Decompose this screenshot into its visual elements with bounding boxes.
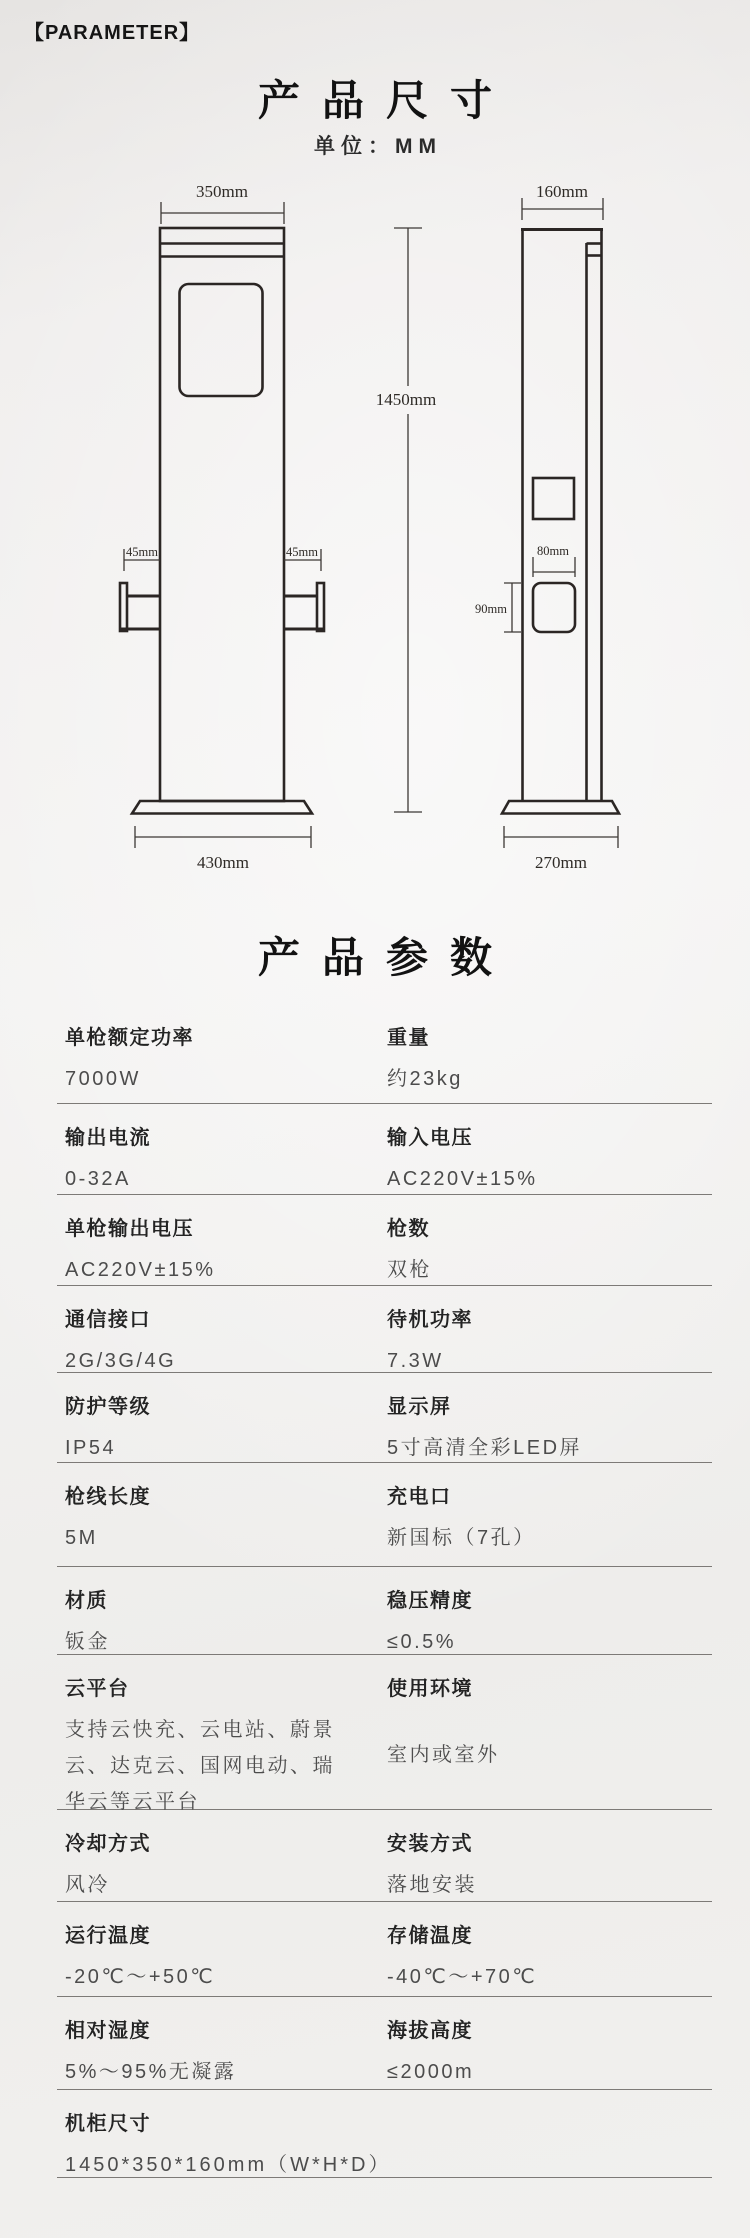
socket-height-dimension <box>475 583 521 632</box>
spec-label: 输入电压 <box>387 1127 473 1149</box>
spec-value: 5%～95%无凝露 <box>65 2061 237 2083</box>
spec-row-power <box>57 1004 712 1104</box>
socket-width-dimension <box>533 544 575 577</box>
side-view-drawing <box>475 182 619 872</box>
spec-label: 输出电流 <box>65 1127 151 1149</box>
spec-label: 稳压精度 <box>387 1590 473 1612</box>
side-depth-dim-label: 160mm <box>536 182 588 201</box>
spec-value: 5M <box>65 1527 98 1549</box>
front-base-dimension <box>135 826 311 872</box>
spec-table <box>57 1004 712 2178</box>
spec-value: ≤0.5% <box>387 1631 457 1653</box>
hook-right-dim-label: 45mm <box>286 545 318 559</box>
spec-value: 1450*350*160mm（W*H*D） <box>65 2154 392 2176</box>
spec-value: 室内或室外 <box>387 1744 500 1766</box>
hook-right-dimension <box>284 545 321 571</box>
spec-value: 2G/3G/4G <box>65 1350 177 1372</box>
spec-row-material <box>57 1567 712 1655</box>
spec-label: 使用环境 <box>387 1678 473 1700</box>
spec-label: 防护等级 <box>65 1396 151 1418</box>
spec-label: 充电口 <box>387 1486 452 1508</box>
spec-label: 通信接口 <box>65 1309 151 1331</box>
height-dimension <box>376 228 436 812</box>
spec-value: AC220V±15% <box>387 1168 538 1190</box>
spec-label: 枪线长度 <box>65 1486 151 1508</box>
spec-row-cabinet-size <box>57 2090 712 2178</box>
spec-row-cooling <box>57 1810 712 1902</box>
spec-value: 支持云快充、云电站、蔚景云、达克云、国网电动、瑞华云等云平台 <box>65 1719 335 1813</box>
front-base <box>132 801 312 814</box>
spec-value: 新国标（7孔） <box>387 1527 536 1549</box>
spec-label: 机柜尺寸 <box>65 2113 151 2135</box>
side-gun-socket <box>533 583 575 632</box>
spec-value: 7000W <box>65 1068 141 1090</box>
spec-label: 安装方式 <box>387 1833 473 1855</box>
parameter-section-tag: 【PARAMETER】 <box>24 22 201 44</box>
spec-label: 待机功率 <box>387 1309 473 1331</box>
spec-value: -40℃～+70℃ <box>387 1966 538 1988</box>
spec-label: 云平台 <box>65 1678 130 1700</box>
spec-value: ≤2000m <box>387 2061 475 2083</box>
spec-value: IP54 <box>65 1437 117 1459</box>
spec-label: 枪数 <box>387 1218 430 1240</box>
spec-label: 存储温度 <box>387 1925 473 1947</box>
spec-value: 约23kg <box>387 1068 463 1090</box>
height-dim-label: 1450mm <box>375 390 437 409</box>
spec-row-humidity <box>57 1997 712 2090</box>
spec-value: AC220V±15% <box>65 1259 216 1281</box>
spec-value: 5寸高清全彩LED屏 <box>387 1437 583 1459</box>
hook-left-dim-label: 45mm <box>126 545 158 559</box>
spec-row-output-voltage <box>57 1195 712 1286</box>
spec-value: 双枪 <box>387 1259 432 1281</box>
side-panel-square <box>533 478 574 519</box>
spec-label: 运行温度 <box>65 1925 151 1947</box>
socket-width-dim-label: 80mm <box>537 544 569 558</box>
side-depth-dimension <box>522 182 603 220</box>
spec-label: 冷却方式 <box>65 1833 151 1855</box>
hook-left-dimension <box>124 545 160 571</box>
side-base-dimension <box>504 826 618 872</box>
front-width-dimension <box>161 182 284 224</box>
unit-label: 单位：MM <box>314 135 442 158</box>
spec-row-cloud <box>57 1655 712 1813</box>
front-right-hook <box>284 583 324 631</box>
spec-label: 单枪输出电压 <box>65 1218 194 1240</box>
spec-value: 7.3W <box>387 1350 444 1372</box>
parameters-title: 产品参数 <box>257 934 514 981</box>
spec-row-cable <box>57 1463 712 1567</box>
spec-label: 显示屏 <box>387 1396 452 1418</box>
spec-label: 单枪额定功率 <box>65 1027 194 1049</box>
spec-label: 重量 <box>387 1027 430 1049</box>
front-left-hook <box>120 583 160 631</box>
spec-label: 相对湿度 <box>65 2020 151 2042</box>
spec-row-operating-temp <box>57 1902 712 1997</box>
spec-value: 钣金 <box>65 1631 110 1653</box>
spec-value: 风冷 <box>65 1874 110 1896</box>
side-base-dim-label: 270mm <box>535 853 587 872</box>
spec-row-protection <box>57 1373 712 1463</box>
spec-label: 材质 <box>65 1590 108 1612</box>
spec-label: 海拔高度 <box>387 2020 473 2042</box>
front-screen <box>180 284 263 396</box>
spec-value: 落地安装 <box>387 1874 477 1896</box>
spec-row-comms <box>57 1286 712 1373</box>
spec-value: -20℃～+50℃ <box>65 1966 216 1988</box>
front-view-drawing <box>120 182 324 872</box>
socket-height-dim-label: 90mm <box>475 602 507 616</box>
front-width-dim-label: 350mm <box>196 182 248 201</box>
spec-row-current <box>57 1104 712 1195</box>
spec-value: 0-32A <box>65 1168 131 1190</box>
dimension-drawings <box>0 160 750 890</box>
dimensions-title: 产品尺寸 <box>257 77 514 124</box>
side-base <box>502 801 619 814</box>
front-base-dim-label: 430mm <box>197 853 249 872</box>
